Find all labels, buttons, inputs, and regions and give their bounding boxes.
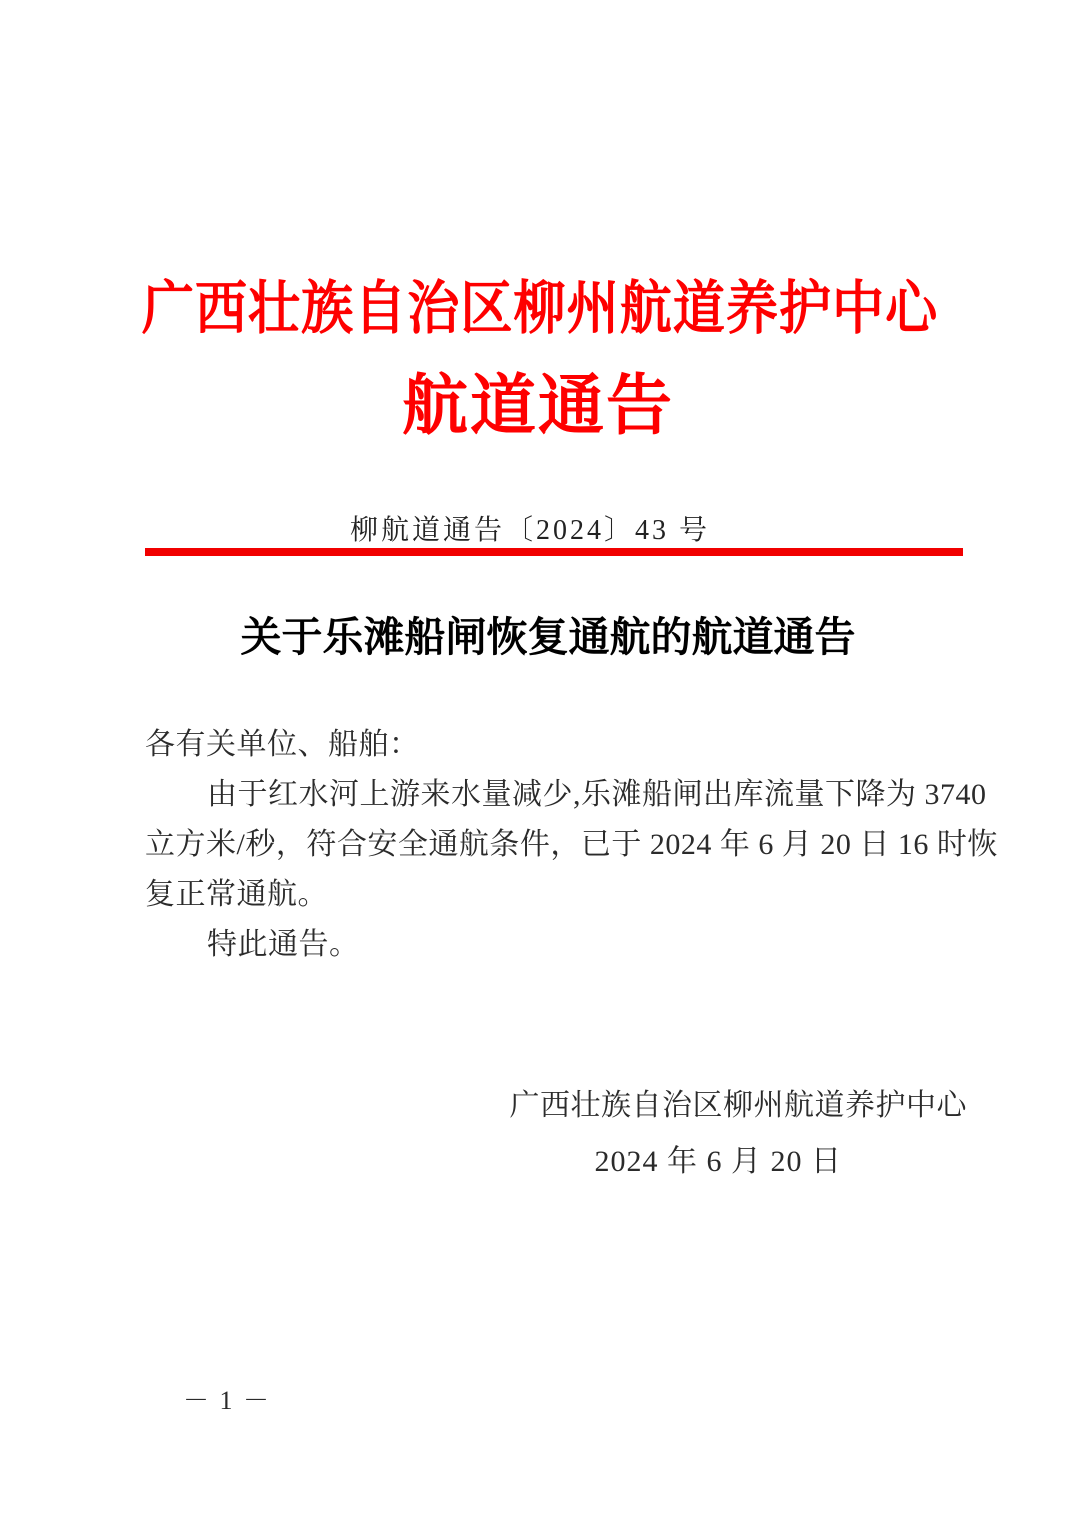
body-line: 复正常通航。 bbox=[145, 878, 328, 911]
body-line: 立方米/秒，符合安全通航条件，已于 2024 年 6 月 20 日 16 时恢 bbox=[145, 828, 998, 861]
signature-org: 广西壮族自治区柳州航道养护中心 bbox=[509, 1089, 967, 1122]
body-line: 由于红水河上游来水量减少,乐滩船闸出库流量下降为 3740 bbox=[207, 778, 987, 811]
masthead-doc-type: 航道通告 bbox=[402, 370, 674, 443]
document-body bbox=[145, 720, 998, 970]
page-number: － 1 － bbox=[183, 1386, 272, 1415]
red-divider-rule bbox=[145, 548, 963, 556]
body-line-salutation: 各有关单位、船舶： bbox=[145, 728, 420, 761]
masthead-org-title: 广西壮族自治区柳州航道养护中心 bbox=[141, 276, 939, 341]
subject-title: 关于乐滩船闸恢复通航的航道通告 bbox=[240, 614, 856, 660]
body-line-closing: 特此通告。 bbox=[207, 928, 360, 961]
doc-number: 柳航道通告〔2024〕43 号 bbox=[349, 515, 710, 546]
signature-date: 2024 年 6 月 20 日 bbox=[594, 1145, 842, 1178]
